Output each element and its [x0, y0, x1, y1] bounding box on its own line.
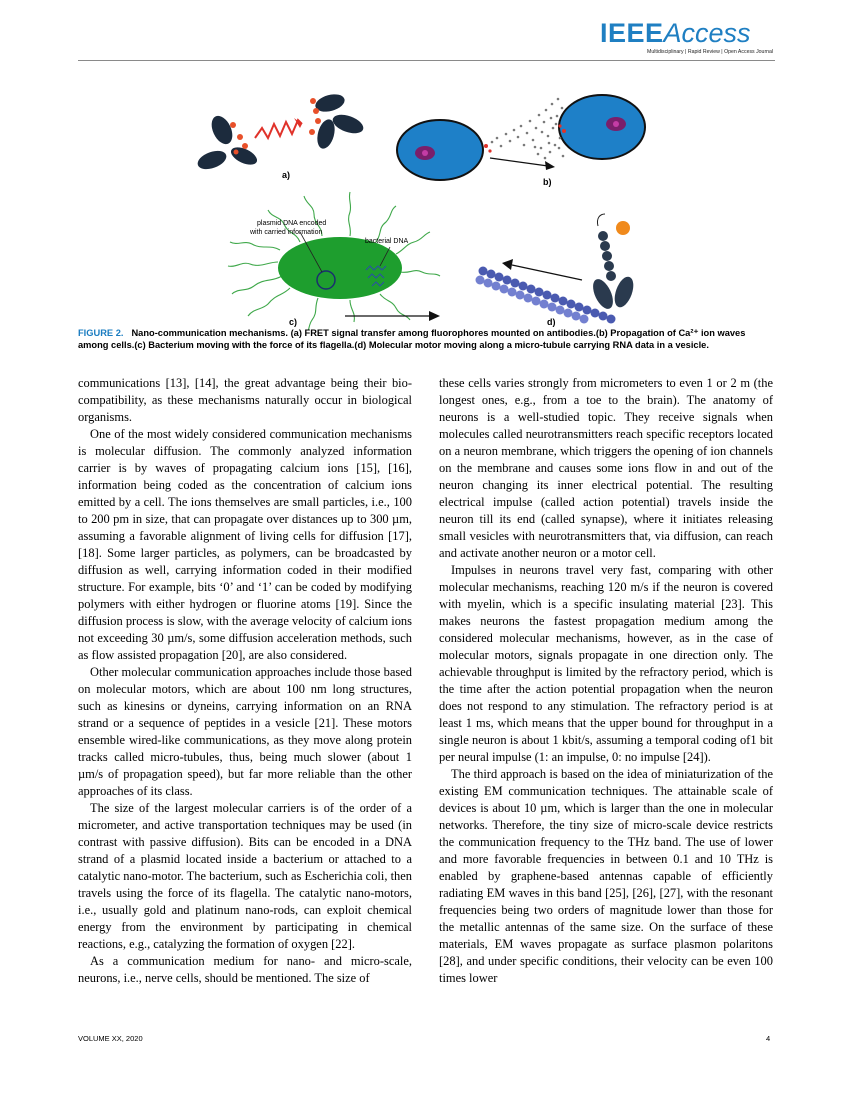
left-paragraph-3: Other molecular communication approaches include those based on molecular motors, which are about 100 nm long structures, such as kinesins or dyneins, carrying information on an RNA strand or a sequence of peptides in a vesicle [21]. These motors ensemble wired-like communications, as they move along protein tracks called micro-tubules, thus, being much slower (about 1 µm/s of propagation speed), but far more reliable than the other approaches of its class.: [78, 665, 412, 798]
logo-ieee: IEEE: [600, 18, 664, 48]
annotation-plasmid-line2: with carried information: [250, 229, 323, 236]
footer-volume: VOLUME XX, 2020: [78, 1034, 143, 1043]
panel-c-illustration: [228, 192, 440, 330]
right-paragraph-2: Impulses in neurons travel very fast, comparing with other molecular mechanisms, reaching 120 m/s if the neuron is covered with myelin, which is a specific insulating material [23]. This makes neurons the fastest propagation medium among the considered molecular mechanisms, however, as in the case of molecular motors, signals propagate in one direction only. The achievable throughput is limited by the refractory period, which is the time after the action potential propagation when the neuron does not respond to any stimulation. The refractory period is at least 1 ms, which means that the upper bound for throughput in a single neuron is about 1 kbit/s, assuming a temporal coding of1 bit per neural impulse (1: an impulse, 0: no impulse [24]).: [439, 563, 773, 764]
panel-label-a: a): [282, 170, 291, 180]
figure-2: [0, 0, 850, 330]
right-column: [439, 375, 773, 987]
annotation-plasmid-line1: plasmid DNA encoded: [257, 220, 327, 227]
panel-label-d: d): [547, 317, 556, 327]
left-paragraph-5: As a communication medium for nano- and micro-scale, neurons, i.e., nerve cells, should be mentioned. The size of: [78, 954, 412, 985]
panel-label-b: b): [543, 177, 552, 187]
panel-label-c: c): [289, 317, 298, 327]
caption-text: Nano-communication mechanisms. (a) FRET signal transfer among fluorophores mounted on antibodies.(b) Propagation of Ca²⁺ ion waves among cells.(c) Bacterium moving with the force of its flagella.(d) Molecular motor moving along a micro-tubule carrying RNA data in a vesicle.: [78, 328, 746, 350]
left-paragraph-1: communications [13], [14], the great advantage being their bio-compatibility, as these mechanisms naturally occur in biological organisms.: [78, 376, 412, 424]
panel-a-illustration: [195, 91, 366, 180]
figure-caption: [78, 327, 778, 351]
right-paragraph-1: these cells varies strongly from micrometers to even 1 or 2 m (the longest ones, e.g., from a toe to the brain). The anatomy of neurons is a well-studied topic. They receive signals when molecules called neurotransmitters reach specific receptors located on a neuron membrane, which triggers the opening of ion channels on the membrane and causes some ions flow in and out of the neuron changing its inner electrical potential. The resulting electrical impulse (called action potential) travels inside the neuron till its end (called synapse), where it initiates releasing small vesicles with neurotransmitters that, via diffusion, can reach and activate another neuron or a motor cell.: [439, 376, 773, 560]
right-paragraph-3: The third approach is based on the idea of miniaturization of the existing EM communication techniques. The attainable scale of devices is about 10 µm, which is larger than the one in molecular networks. Therefore, the tiny size of micro-scale device restricts the communication frequency to the THz band. The use of lower and more favorable frequencies in between 0.1 and 10 THz is enabled by graphene-based antennas capable of efficiently radiating EM waves in this band [25], [26], [27], with the resonant frequencies being two orders of magnitude lower than those for the metallic antennas of the same size. On the surface of these materials, EM waves propagate as surface plasmon polaritons [28], and under specific conditions, their velocity can be even 100 times lower: [439, 767, 773, 985]
left-paragraph-4: The size of the largest molecular carriers is of the order of a micrometer, and active transportation techniques may be used (in contrast with passive diffusion). Bits can be encoded in a DNA strand of a plasmid located inside a bacterium or attached to a catalytic nano-motor. The bacterium, such as Escherichia coli, then travels using the force of its flagella. The catalytic nano-motors, i.e., usually gold and platinum nano-rods, can exploit chemical energy from the environment by participating in chemical reactions, e.g., catalyzing the formation of oxygen [22].: [78, 801, 412, 951]
caption-label: FIGURE 2.: [78, 328, 124, 338]
footer-page-number: 4: [766, 1034, 771, 1043]
annotation-bacterial-dna: bacterial DNA: [365, 238, 409, 245]
left-paragraph-2: One of the most widely considered communication mechanisms is molecular diffusion. The commonly analyzed information carrier is by waves of propagating calcium ions [15], [16], information being coded as the concentration of calcium ions emitted by a cell. The ions themselves are small particles, i.e., 100 to 200 pm in size, that can propagate over distances up to 300 µm, assuming a favorable alignment of living cells for diffusion [17], [18]. Some larger particles, as polymers, can be broadcasted by diffusion as well, carrying information coded in their modified structure. For example, bits ‘0’ and ‘1’ can be coded by modifying polymers with either hydrogen or fluorine atoms [19]. Since the diffusion process is slow, with the average velocity of calcium ions not exceeding 30 µm/s, some diffusion acceleration methods, such as flow assisted propagation [20], are also considered.: [78, 427, 412, 662]
left-column: [78, 375, 412, 987]
logo-tagline: Multidisciplinary | Rapid Review | Open Access Journal: [647, 49, 774, 55]
logo-access: Access: [663, 18, 751, 48]
panel-d-illustration: [476, 214, 637, 327]
panel-b-illustration: [397, 95, 645, 187]
